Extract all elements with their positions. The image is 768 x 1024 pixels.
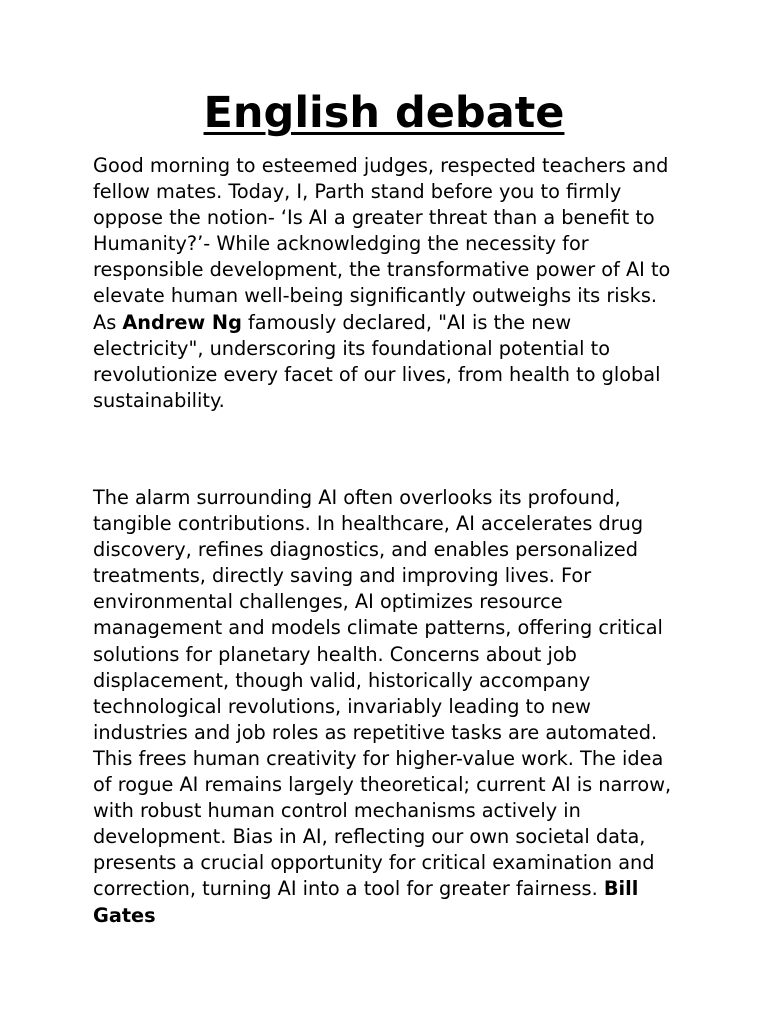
quoted-person-andrew-ng: Andrew Ng (122, 310, 242, 334)
paragraph-intro (93, 153, 683, 414)
paragraph-argument-text: The alarm surrounding AI often overlooks its profound, tangible contributions. In healthcare, AI accelerates drug discovery, refines diagnostics, and enables personalized treatments, directly saving and improving lives. For environmental challenges, AI optimizes resource management and models climate patterns, offering critical solutions for planetary health. Concerns about job displacement, though valid, historically accompany technological revolutions, invariably leading to new industries and job roles as repetitive tasks are automated. This frees human creativity for higher-value work. The idea of rogue AI remains largely theoretical; current AI is narrow, with robust human control mechanisms actively in development. Bias in AI, reflecting our own societal data, presents a crucial opportunity for critical examination and correction, turning AI into a tool for greater fairness. (93, 486, 672, 901)
quoted-person-bill-gates: Bill Gates (93, 877, 639, 927)
document-title (0, 86, 768, 140)
paragraph-argument (93, 485, 683, 929)
paragraph-intro-text: Good morning to esteemed judges, respected teachers and fellow mates. Today, I, Parth stand before you to firmly oppose the notion- ‘Is AI a greater threat than a benefit to Humanity?’- While acknowledging the necessity for responsible development, the transformative power of AI to elevate human well-being significantly outweighs its risks. As (93, 154, 671, 334)
paragraph-intro-text-continued: famously declared, "AI is the new electricity", underscoring its foundational potential to revolutionize every facet of our lives, from health to global sustainability. (93, 310, 661, 412)
document-title-text: English debate (203, 88, 565, 138)
